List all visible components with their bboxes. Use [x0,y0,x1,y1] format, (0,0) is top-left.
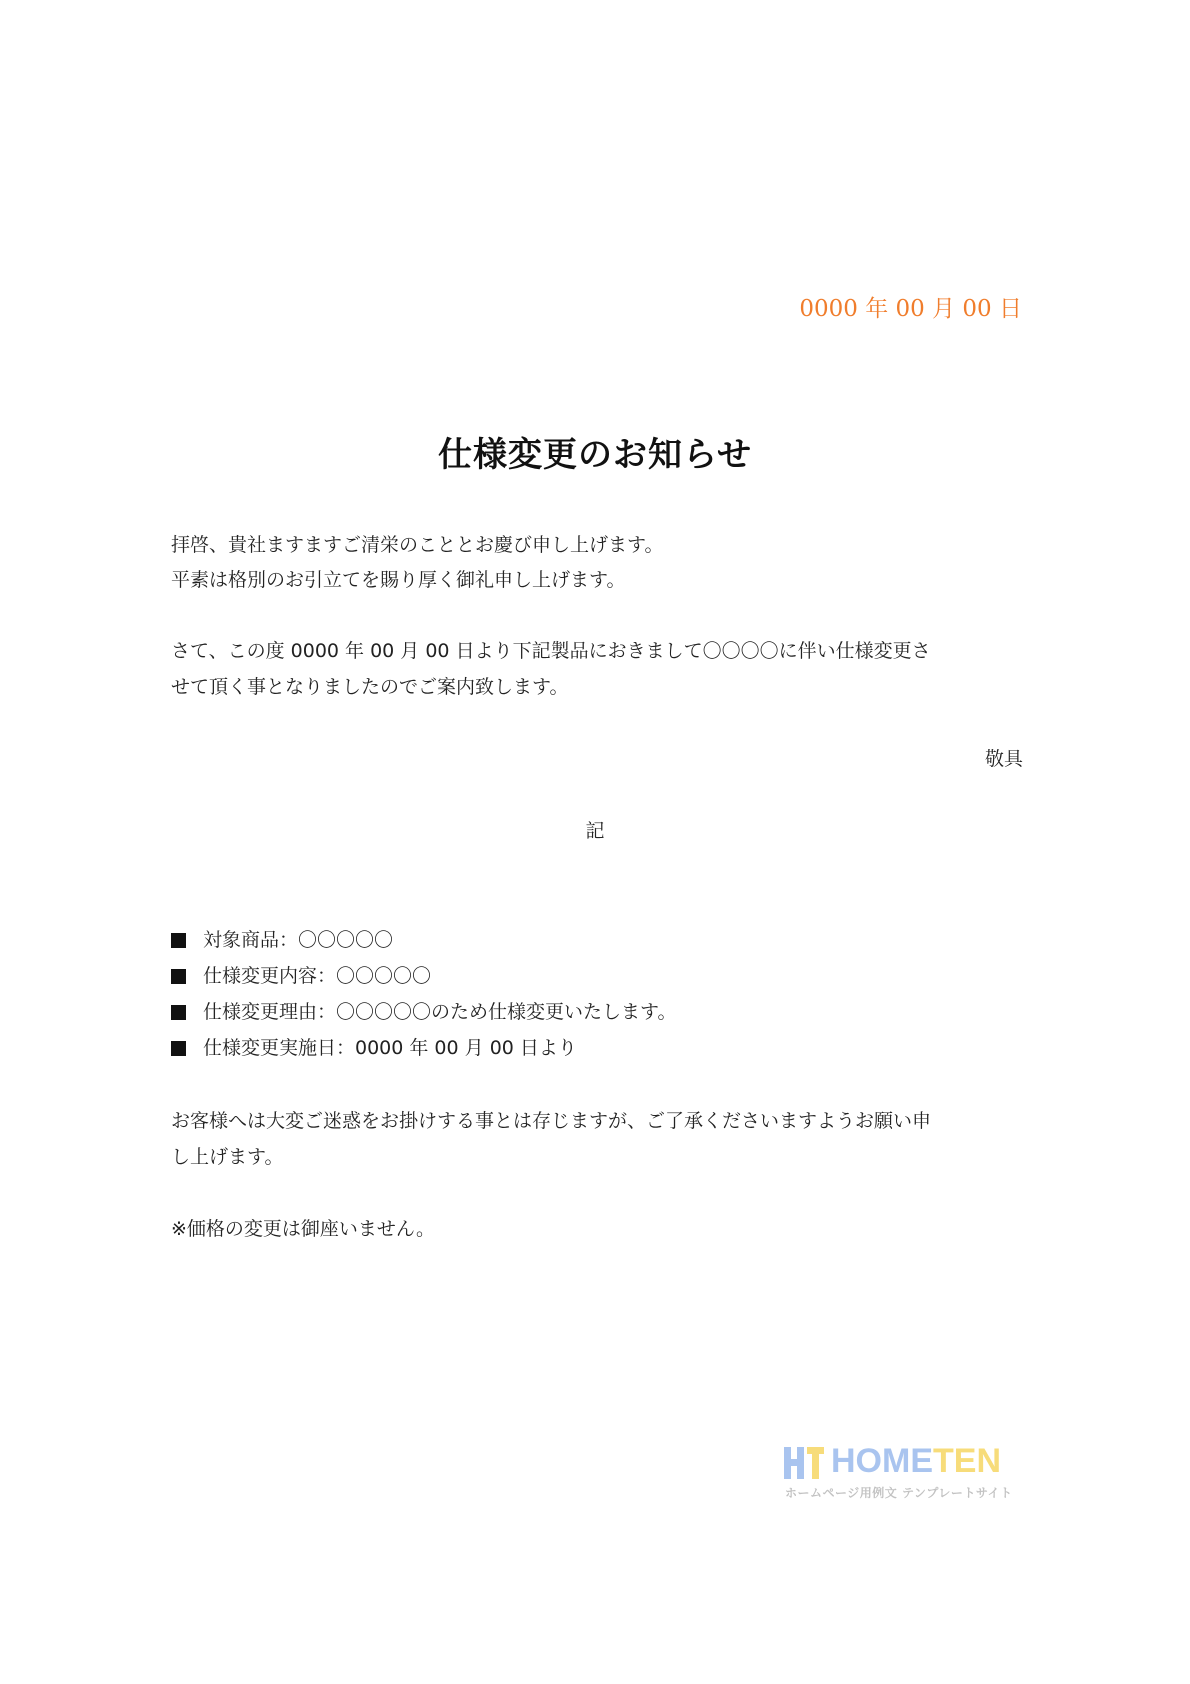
list-item [171,926,393,954]
request-line-1: お客様へは大変ご迷惑をお掛けする事とは存じますが、ご了承くださいますようお願い申 [171,1110,932,1132]
list-item-text: 仕様変更実施日：0000 年 00 月 00 日より [203,1037,577,1059]
list-item-text: 仕様変更内容：〇〇〇〇〇 [203,965,432,987]
bullet-square-icon [171,1005,186,1020]
bullet-square-icon [171,1041,186,1056]
list-item [171,1034,577,1062]
list-item [171,962,431,990]
greeting-line-2: 平素は格別のお引立てを賜り厚く御礼申し上げます。 [171,569,626,591]
hometen-logo [783,1444,1013,1504]
price-note: ※価格の変更は御座いません。 [171,1218,436,1240]
list-item-text: 対象商品：〇〇〇〇〇 [203,929,394,951]
ki-heading: 記 [585,820,605,842]
document-title: 仕様変更のお知らせ [438,435,752,475]
document-date: 0000 年 00 月 00 日 [799,296,1022,322]
bullet-square-icon [171,969,186,984]
list-item-text: 仕様変更理由：〇〇〇〇〇のため仕様変更いたします。 [203,1001,677,1023]
closing-keigu: 敬具 [984,748,1023,770]
hometen-logo-tagline: ホームページ用例文 テンプレートサイト [785,1486,1013,1500]
bullet-square-icon [171,933,186,948]
greeting-line-1: 拝啓、貴社ますますご清栄のこととお慶び申し上げます。 [171,534,664,556]
hometen-logo-text: HOMETEN [831,1442,1001,1480]
request-line-2: し上げます。 [171,1146,284,1168]
hometen-logo-mark-icon [783,1446,825,1480]
body-line-1: さて、この度 0000 年 00 月 00 日より下記製品におきまして〇〇〇〇に伴い仕様変更さ [171,640,931,662]
body-line-2: せて頂く事となりましたのでご案内致します。 [171,676,569,698]
list-item [171,998,676,1026]
